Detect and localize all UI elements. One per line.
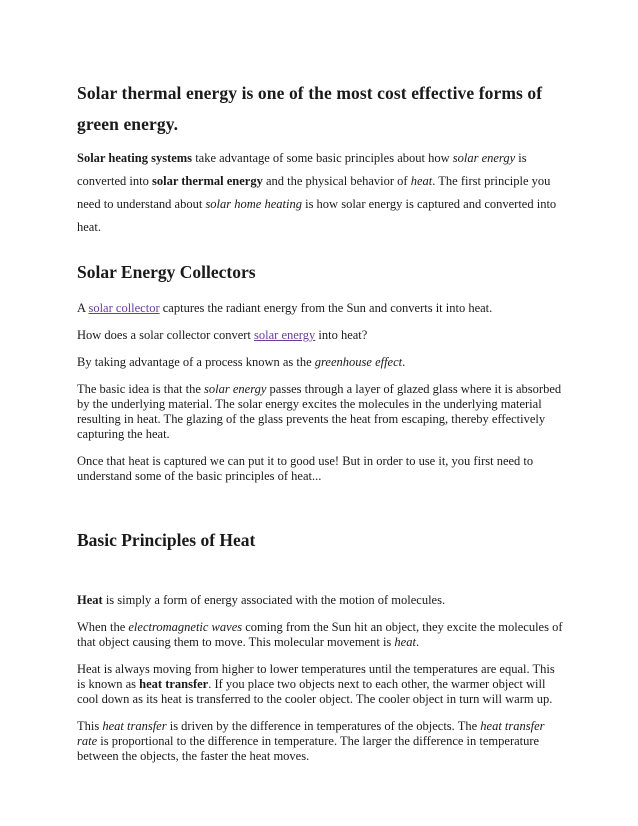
paragraph-text: captures the radiant energy from the Sun and converts it into heat. (159, 301, 493, 315)
em-greenhouse-effect: greenhouse effect (314, 355, 403, 369)
em-heat: heat (394, 635, 416, 649)
intro-paragraph (77, 147, 565, 239)
paragraph-text: Heat is always moving from higher to lower temperatures until the temperatures are equal. This is known as (77, 662, 555, 691)
collector-paragraph-5: Once that heat is captured we can put it to good use! But in order to use it, you first need to understand some of the basic principles of heat... (77, 454, 534, 483)
intro-em-solar-energy: solar energy (452, 151, 516, 165)
paragraph-text: This (77, 719, 103, 733)
paragraph-text: When the (77, 620, 129, 634)
solar-energy-link[interactable]: solar energy (254, 328, 316, 342)
heat-paragraph-1 (77, 593, 565, 608)
intro-em-heat: heat (410, 174, 433, 188)
paragraph-text: is proportional to the difference in temperature. The larger the difference in temperature between the objects, the faster the heat moves. (77, 734, 540, 763)
paragraph-text: into heat? (315, 328, 368, 342)
section-heading-basic-principles-of-heat: Basic Principles of Heat (77, 530, 256, 550)
paragraph-text: By taking advantage of a process known as the (77, 355, 315, 369)
intro-text: is converted into (77, 151, 527, 188)
collector-paragraph-2 (77, 328, 565, 343)
intro-em-solar-home-heating: solar home heating (205, 197, 302, 211)
heat-paragraph-4 (77, 719, 565, 764)
intro-text: is how solar energy is captured and converted into heat. (77, 197, 557, 234)
collector-paragraph-3 (77, 355, 565, 370)
paragraph-text: . (402, 355, 406, 369)
paragraph-text: is driven by the difference in temperatures of the objects. The (166, 719, 481, 733)
bold-heat: Heat (77, 593, 103, 607)
em-electromagnetic-waves: electromagnetic waves (128, 620, 243, 634)
paragraph-text: is simply a form of energy associated with the motion of molecules. (102, 593, 446, 607)
paragraph-text: A (77, 301, 89, 315)
intro-bold-solar-thermal-energy: solar thermal energy (151, 174, 263, 188)
heat-paragraph-3 (77, 662, 565, 707)
em-solar-energy: solar energy (204, 382, 267, 396)
section-heading-solar-energy-collectors: Solar Energy Collectors (77, 262, 256, 282)
intro-text: . The first principle you need to understand about (77, 174, 551, 211)
bold-heat-transfer: heat transfer (139, 677, 209, 691)
paragraph-text: How does a solar collector convert (77, 328, 255, 342)
document-page (77, 78, 565, 764)
em-heat-transfer: heat transfer (102, 719, 167, 733)
paragraph-text: . If you place two objects next to each other, the warmer object will cool down as its heat is transferred to the cooler object. The cooler object in turn will warm up. (77, 677, 553, 706)
intro-text: take advantage of some basic principles about how (192, 151, 453, 165)
main-heading: Solar thermal energy is one of the most cost effective forms of green energy. (77, 83, 543, 134)
solar-collector-link[interactable]: solar collector (88, 301, 160, 315)
paragraph-text: . (415, 635, 420, 649)
intro-text: and the physical behavior of (262, 174, 411, 188)
collector-paragraph-4 (77, 382, 565, 442)
paragraph-text: passes through a layer of glazed glass where it is absorbed by the underlying material. The solar energy excites the molecules in the underlying material resulting in heat. The glazing of the glass prevents the heat from escaping, thereby effectively capturing the heat. (77, 382, 562, 441)
collector-paragraph-1 (77, 301, 565, 316)
em-heat-transfer-rate: heat transfer rate (77, 719, 545, 748)
intro-bold-solar-heating-systems: Solar heating systems (77, 151, 193, 165)
paragraph-text: The basic idea is that the (77, 382, 205, 396)
paragraph-text: coming from the Sun hit an object, they excite the molecules of that object causing them to move. This molecular movement is (77, 620, 563, 649)
heat-paragraph-2 (77, 620, 565, 650)
